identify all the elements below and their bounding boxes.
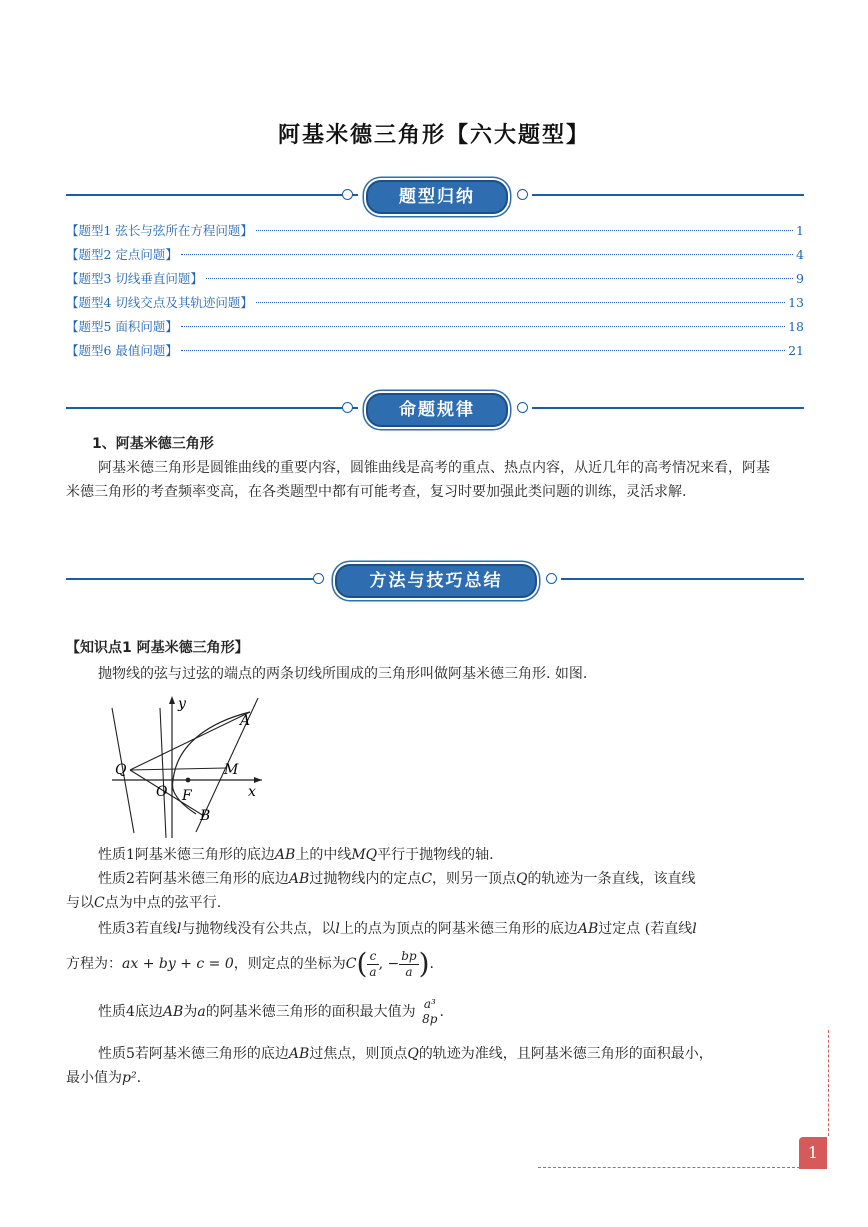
p2-math: C <box>421 871 433 887</box>
p3-math: l <box>176 921 182 937</box>
focus-point <box>186 778 191 783</box>
section-rule-right <box>532 407 804 409</box>
section-rule-left <box>66 194 358 196</box>
property-2-line1 <box>98 867 818 891</box>
p2-text: ，则另一顶点 <box>432 871 517 887</box>
toc-item[interactable] <box>66 317 804 337</box>
y-axis-arrow <box>169 696 175 704</box>
section-rule-right <box>561 578 804 580</box>
p3-text: 与抛物线没有公共点，以 <box>181 921 336 937</box>
section-rule-left <box>66 578 316 580</box>
p3-equation: ax + by + c = 0 <box>122 956 234 972</box>
p5-text: 过焦点，则顶点 <box>309 1046 408 1062</box>
property-3-line1 <box>98 917 818 941</box>
p5-text: 的轨迹为准线，且阿基米德三角形的面积最小， <box>418 1046 713 1062</box>
toc-leader <box>206 278 793 279</box>
section-header-method: 方法与技巧总结 <box>335 564 537 598</box>
x-axis-arrow <box>254 777 262 783</box>
toc-leader <box>181 326 785 327</box>
page-number: 1 <box>799 1137 827 1169</box>
p3-comma: , − <box>378 956 400 972</box>
p3-text: 性质3若直线 <box>98 921 177 937</box>
label-O: O <box>156 784 168 800</box>
toc-label: 【题型5 面积问题】 <box>66 319 178 334</box>
p2-text: 过抛物线内的定点 <box>309 871 422 887</box>
property-2-line2 <box>66 891 806 915</box>
toc-label: 【题型3 切线垂直问题】 <box>66 271 203 286</box>
p3-math: l <box>692 921 697 937</box>
fraction-a3-over-8p: a³ 8p <box>422 997 438 1026</box>
p2-text: 点为中点的弦平行. <box>104 895 222 911</box>
section-dot-right <box>517 189 528 200</box>
page-corner-dashed-horizontal <box>538 1167 800 1168</box>
p1-math: MQ <box>351 847 378 863</box>
p3-math: C <box>345 956 357 972</box>
p4-text: 的阿基米德三角形的面积最大值为 <box>205 1004 416 1020</box>
p5-math: Q <box>407 1046 419 1062</box>
knowledge-heading: 【知识点1 阿基米德三角形】 <box>66 640 249 656</box>
toc-item[interactable] <box>66 245 804 265</box>
rule-heading: 1、阿基米德三角形 <box>92 436 214 452</box>
p3-text: 上的点为顶点的阿基米德三角形的底边 <box>339 921 578 937</box>
p2-math: AB <box>288 871 310 887</box>
p2-text: 与以 <box>66 895 94 911</box>
property-1 <box>98 843 818 867</box>
label-y: y <box>178 696 186 712</box>
p2-text: 性质2若阿基米德三角形的底边 <box>98 871 289 887</box>
fraction-bp-over-a: $\frac{bp}{a}$ <box>401 948 417 979</box>
label-B: B <box>200 808 211 824</box>
page-corner-dashed-vertical <box>828 1030 829 1136</box>
segment-QM <box>130 768 226 770</box>
toc-page: 1 <box>796 223 804 238</box>
toc-label: 【题型6 最值问题】 <box>66 343 178 358</box>
p2-math: C <box>94 895 105 911</box>
p3-period: . <box>429 956 434 972</box>
property-3-line2 <box>66 946 806 982</box>
toc-item[interactable] <box>66 221 804 241</box>
toc-page: 4 <box>796 247 804 262</box>
p4-text: 为 <box>183 1004 198 1020</box>
section-dot-right <box>546 573 557 584</box>
page-title: 阿基米德三角形【六大题型】 <box>277 122 590 148</box>
toc-leader <box>256 302 785 303</box>
p5-period: . <box>136 1070 142 1086</box>
p4-math: AB <box>162 1004 184 1020</box>
parabola-figure <box>100 688 280 843</box>
toc-page: 9 <box>796 271 804 286</box>
rule-paragraph-line2: 米德三角形的考查频率变高，在各类题型中都有可能考查，复习时要加强此类问题的训练，灵活求解. <box>66 484 687 500</box>
toc-item[interactable] <box>66 293 804 313</box>
p5-text: 性质5若阿基米德三角形的底边 <box>98 1046 289 1062</box>
p5-text: 最小值为 <box>66 1070 122 1086</box>
p3-text: 过定点 (若直线 <box>598 921 693 937</box>
section-header-toc: 题型归纳 <box>366 180 508 214</box>
toc-leader <box>181 350 785 351</box>
label-M: M <box>224 762 239 778</box>
p4-text: 性质4底边 <box>98 1004 163 1020</box>
p3-math: l <box>335 921 340 937</box>
toc-label: 【题型1 弦长与弦所在方程问题】 <box>66 223 253 238</box>
property-4 <box>98 994 818 1030</box>
p1-math: AB <box>274 847 296 863</box>
toc-label: 【题型2 定点问题】 <box>66 247 178 262</box>
directrix-line <box>160 708 166 838</box>
label-A: A <box>240 713 251 729</box>
property-5-line1 <box>98 1042 818 1066</box>
label-F: F <box>182 788 192 804</box>
section-rule-left <box>66 407 358 409</box>
fraction-c-over-a: $\frac{c}{a}$ <box>369 948 377 979</box>
p3-text: ，则定点的坐标为 <box>233 956 346 972</box>
section-header-rule: 命题规律 <box>366 393 508 427</box>
p4-period: . <box>439 1004 444 1020</box>
toc-page: 21 <box>788 343 804 358</box>
p2-math: Q <box>516 871 528 887</box>
toc-page: 18 <box>788 319 804 334</box>
section-dot-right <box>517 402 528 413</box>
left-paren: ( <box>356 947 368 980</box>
section-dot-left <box>313 573 324 584</box>
toc-item[interactable] <box>66 269 804 289</box>
knowledge-intro: 抛物线的弦与过弦的端点的两条切线所围成的三角形叫做阿基米德三角形. 如图. <box>98 666 588 682</box>
property-5-line2 <box>66 1066 806 1090</box>
label-x: x <box>248 784 256 800</box>
toc-leader <box>256 230 793 231</box>
p3-math: AB <box>577 921 599 937</box>
section-dot-left <box>342 402 353 413</box>
toc-page: 13 <box>788 295 804 310</box>
p4-math: a <box>197 1004 206 1020</box>
section-dot-left <box>342 189 353 200</box>
p5-math: AB <box>288 1046 310 1062</box>
section-rule-right <box>532 194 804 196</box>
toc-label: 【题型4 切线交点及其轨迹问题】 <box>66 295 253 310</box>
p3-text: 方程为： <box>66 956 122 972</box>
label-Q: Q <box>115 762 127 778</box>
right-paren: ) <box>418 947 430 980</box>
rule-paragraph-line1: 阿基米德三角形是圆锥曲线的重要内容，圆锥曲线是高考的重点、热点内容，从近几年的高考情况来看，阿基 <box>98 460 770 476</box>
p1-text: 性质1阿基米德三角形的底边 <box>98 847 275 863</box>
p1-text: 平行于抛物线的轴. <box>377 847 494 863</box>
toc-leader <box>181 254 793 255</box>
p5-math: p² <box>122 1070 137 1086</box>
toc-item[interactable] <box>66 341 804 361</box>
p2-text: 的轨迹为一条直线，该直线 <box>527 871 696 887</box>
p1-text: 上的中线 <box>295 847 352 863</box>
